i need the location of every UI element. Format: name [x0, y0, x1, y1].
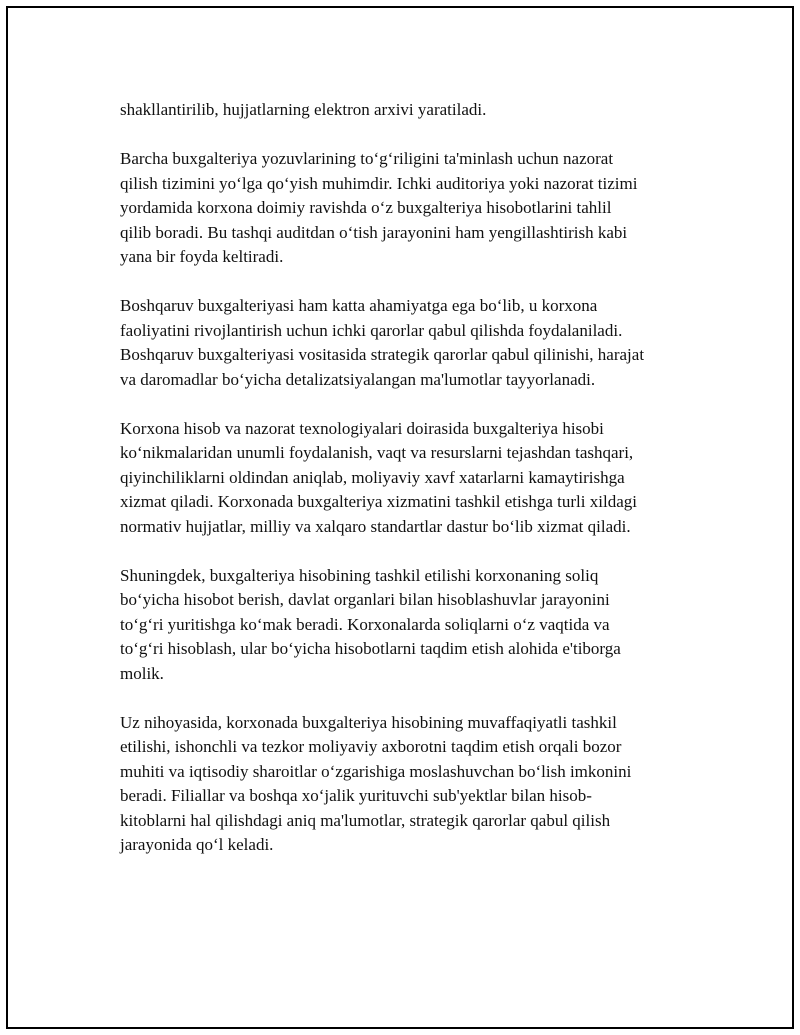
paragraph-line: etilishi, ishonchli va tezkor moliyaviy axborotni taqdim etish orqali bozor — [120, 737, 622, 756]
paragraph-line: jarayonida qo‘l keladi. — [120, 835, 274, 854]
paragraph-line: va daromadlar bo‘yicha detalizatsiyalangan ma'lumotlar tayyorlanadi. — [120, 369, 596, 389]
paragraph-line: Korxona hisob va nazorat texnologiyalari doirasida buxgalteriya hisobi — [120, 418, 604, 438]
document-body — [120, 98, 702, 882]
paragraph-1 — [120, 98, 702, 123]
paragraph-line: kitoblarni hal qilishdagi aniq ma'lumotlar, strategik qarorlar qabul qilish — [120, 810, 611, 830]
paragraph-line: Boshqaruv buxgalteriyasi vositasida strategik qarorlar qabul qilinishi, harajat — [120, 345, 645, 364]
paragraph-line: xizmat qiladi. Korxonada buxgalteriya xizmatini tashkil etishga turli xildagi — [120, 492, 637, 511]
paragraph-line: to‘g‘ri hisoblash, ular bo‘yicha hisobotlarni taqdim etish alohida e'tiborga — [120, 639, 621, 658]
paragraph-line: bo‘yicha hisobot berish, davlat organlari bilan hisoblashuvlar jarayonini — [120, 590, 610, 609]
paragraph-line: normativ hujjatlar, milliy va xalqaro standartlar dastur bo‘lib xizmat qiladi. — [120, 516, 631, 536]
paragraph-line: yana bir foyda keltiradi. — [120, 247, 284, 266]
paragraph-line: faoliyatini rivojlantirish uchun ichki qarorlar qabul qilishda foydalaniladi. — [120, 320, 623, 340]
paragraph-line: muhiti va iqtisodiy sharoitlar o‘zgarishiga moslashuvchan bo‘lish imkonini — [120, 761, 632, 781]
paragraph-3 — [120, 294, 702, 392]
paragraph-line: yordamida korxona doimiy ravishda o‘z buxgalteriya hisobotlarini tahlil — [120, 198, 612, 217]
paragraph-line: Shuningdek, buxgalteriya hisobining tashkil etilishi korxonaning soliq — [120, 565, 599, 585]
paragraph-line: Boshqaruv buxgalteriyasi ham katta ahamiyatga ega bo‘lib, u korxona — [120, 296, 598, 315]
paragraph-5 — [120, 564, 702, 687]
paragraph-line: to‘g‘ri yuritishga ko‘mak beradi. Korxonalarda soliqlarni o‘z vaqtida va — [120, 614, 610, 634]
paragraph-line: qilish tizimini yo‘lga qo‘yish muhimdir. Ichki auditoriya yoki nazorat tizimi — [120, 173, 638, 193]
paragraph-line: Uz nihoyasida, korxonada buxgalteriya hisobining muvaffaqiyatli tashkil — [120, 712, 617, 732]
document-page — [6, 6, 794, 1029]
paragraph-line: molik. — [120, 663, 164, 683]
paragraph-2 — [120, 147, 702, 270]
paragraph-line: ko‘nikmalaridan unumli foydalanish, vaqt va resurslarni tejashdan tashqari, — [120, 443, 634, 462]
paragraph-line: qiyinchiliklarni oldindan aniqlab, moliyaviy xavf xatarlarni kamaytirishga — [120, 467, 625, 487]
paragraph-line: beradi. Filiallar va boshqa xo‘jalik yurituvchi sub'yektlar bilan hisob- — [120, 786, 592, 805]
paragraph-4 — [120, 417, 702, 540]
paragraph-line: shakllantirilib, hujjatlarning elektron arxivi yaratiladi. — [120, 100, 487, 119]
paragraph-6 — [120, 711, 702, 858]
paragraph-line: Barcha buxgalteriya yozuvlarining to‘g‘riligini ta'minlash uchun nazorat — [120, 149, 614, 168]
paragraph-line: qilib boradi. Bu tashqi auditdan o‘tish jarayonini ham yengillashtirish kabi — [120, 222, 628, 242]
